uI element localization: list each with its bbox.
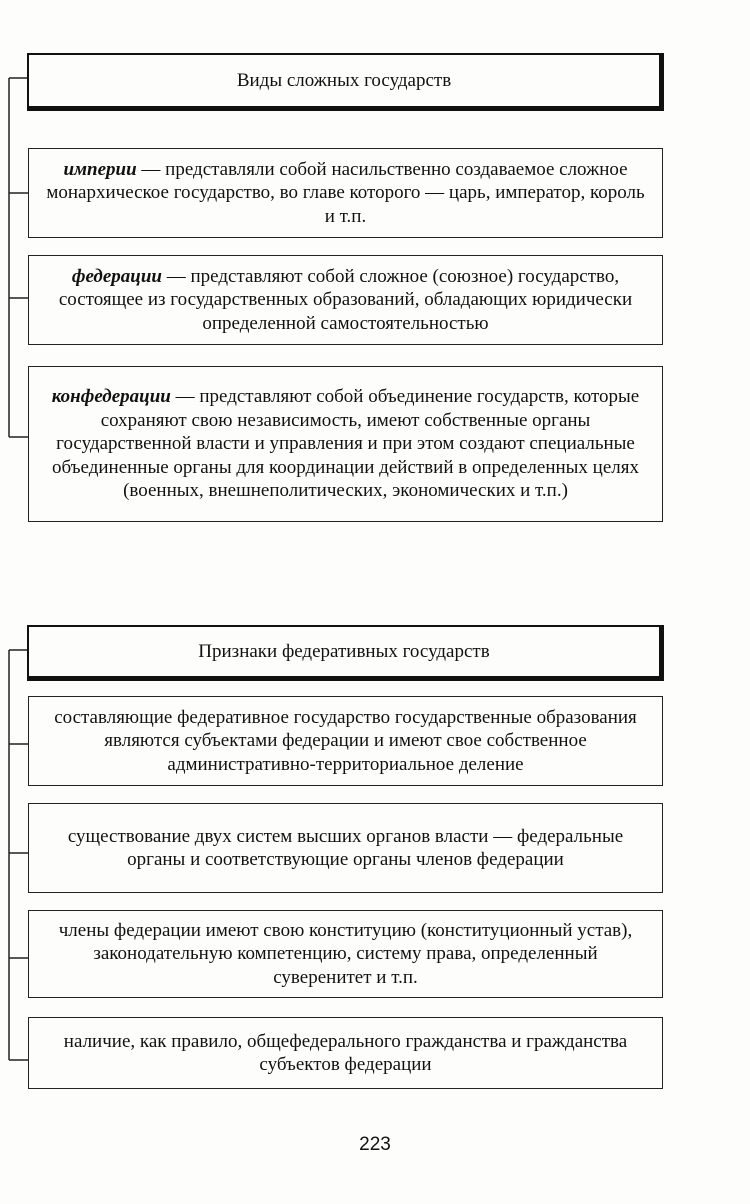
item-text: [43, 158, 648, 229]
section2-item-subjects: [28, 696, 663, 786]
section2-title-box: [27, 625, 664, 681]
item-text: [43, 385, 648, 503]
definition: — представляют собой объединение государств, которые сохраняют свою независимость, имеют собственные органы государственной власти и управления и при этом создают специальные объединенные органы для координации действий в определенных целях (военных, внешнеполитических, экономических и т.п.): [52, 386, 640, 502]
section1-item-empires: [28, 148, 663, 238]
item-text: члены федерации имеют свою конституцию (конституционный устав), законодательную компетенцию, систему права, определенный суверенитет и т.п.: [58, 919, 633, 988]
item-text: наличие, как правило, общефедерального гражданства и гражданства субъектов федерации: [63, 1030, 628, 1075]
term: федерации: [71, 265, 162, 287]
term: империи: [63, 158, 137, 180]
section2-item-two-systems: [28, 803, 663, 893]
section2-item-constitution: [28, 910, 663, 998]
item-text: составляющие федеративное государство государственные образования являются субъектами федерации и имеют свое собственное административно-территориальное деление: [54, 706, 637, 775]
section1-title-box: [27, 53, 664, 111]
item-text: существование двух систем высших органов власти — федеральные органы и соответствующие органы членов федерации: [67, 825, 624, 870]
definition: — представляют собой сложное (союзное) государство, состоящее из государственных образований, обладающих юридически определенной самостоятельностью: [58, 265, 633, 334]
page-number: 223: [359, 1134, 391, 1155]
definition: — представляли собой насильственно создаваемое сложное монархическое государство, во главе которого — царь, император, король и т.п.: [46, 158, 645, 227]
section1-item-federations: [28, 255, 663, 345]
section2-item-citizenship: [28, 1017, 663, 1089]
section2-title: Признаки федеративных государств: [198, 640, 490, 662]
item-text: [43, 265, 648, 336]
section1-title: Виды сложных государств: [236, 69, 452, 91]
section1-item-confederations: [28, 366, 663, 522]
term: конфедерации: [51, 386, 171, 408]
